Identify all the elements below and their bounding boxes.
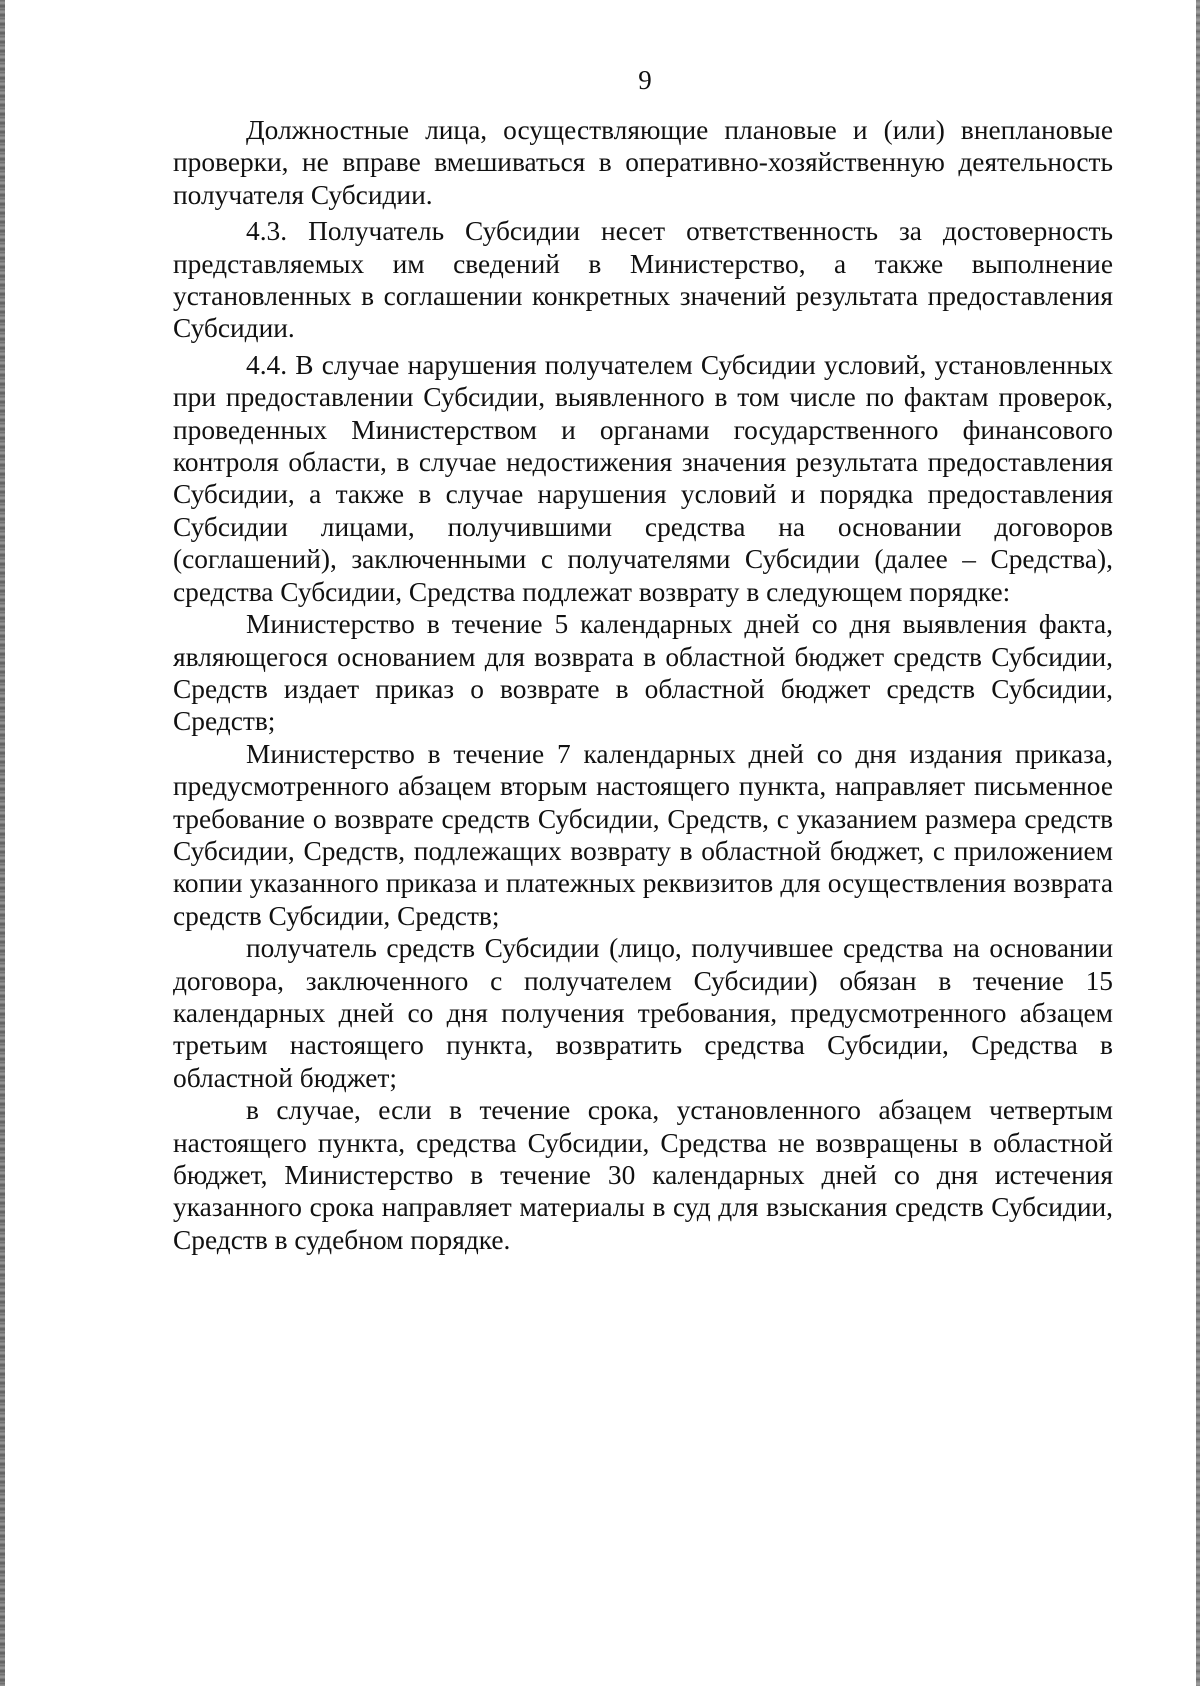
paragraph-order-5-days: Министерство в течение 5 календарных дней со дня выявления факта, являющегося основанием для возврата в областной бюджет средств Субсидии, Средств издает приказ о возврате в областной бюджет средств Субсидии, Средств; [173, 609, 1113, 737]
paragraph-demand-7-days: Министерство в течение 7 календарных дней со дня издания приказа, предусмотренного абзацем вторым настоящего пункта, направляет письменное требование о возврате средств Субсидии, Средств, с указанием размера средств Субсидии, Средств, подлежащих возврату в областной бюджет, с приложением копии указанного приказа и платежных реквизитов для осуществления возврата средств Субсидии, Средств; [173, 738, 1113, 931]
paragraph-court-30-days: в случае, если в течение срока, установленного абзацем четвертым настоящего пункта, средства Субсидии, Средства не возвращены в областной бюджет, Министерство в течение 30 календарных дней со дня истечения указанного срока направляет материалы в суд для взыскания средств Субсидии, Средств в судебном порядке. [173, 1095, 1113, 1255]
paragraph-4-4: 4.4. В случае нарушения получателем Субсидии условий, установленных при предоставлении Субсидии, выявленного в том числе по фактам проверок, проведенных Министерством и органами государственного финансового контроля области, в случае недостижения значения результата предоставления Субсидии, а также в случае нарушения условий и порядка предоставления Субсидии лицами, получившими средства на основании договоров (соглашений), заключенными с получателями Субсидии (далее – Средства), средства Субсидии, Средства подлежат возврату в следующем порядке: [173, 349, 1113, 607]
paragraph-return-15-days: получатель средств Субсидии (лицо, получившее средства на основании договора, заключенного с получателем Субсидии) обязан в течение 15 календарных дней со дня получения требования, предусмотренного абзацем третьим настоящего пункта, возвратить средства Субсидии, Средства в областной бюджет; [173, 933, 1113, 1093]
scan-edge-left [0, 0, 5, 1686]
document-body [173, 114, 1113, 1256]
paragraph-4-3: 4.3. Получатель Субсидии несет ответственность за достоверность представляемых им сведений в Министерство, а также выполнение установленных в соглашении конкретных значений результата предоставления Субсидии. [173, 216, 1113, 344]
page-number: 9 [638, 65, 652, 95]
scan-edge-right [1196, 0, 1200, 1686]
paragraph-officials: Должностные лица, осуществляющие плановые и (или) внеплановые проверки, не вправе вмешиваться в оперативно-хозяйственную деятельность получателя Субсидии. [173, 115, 1113, 210]
